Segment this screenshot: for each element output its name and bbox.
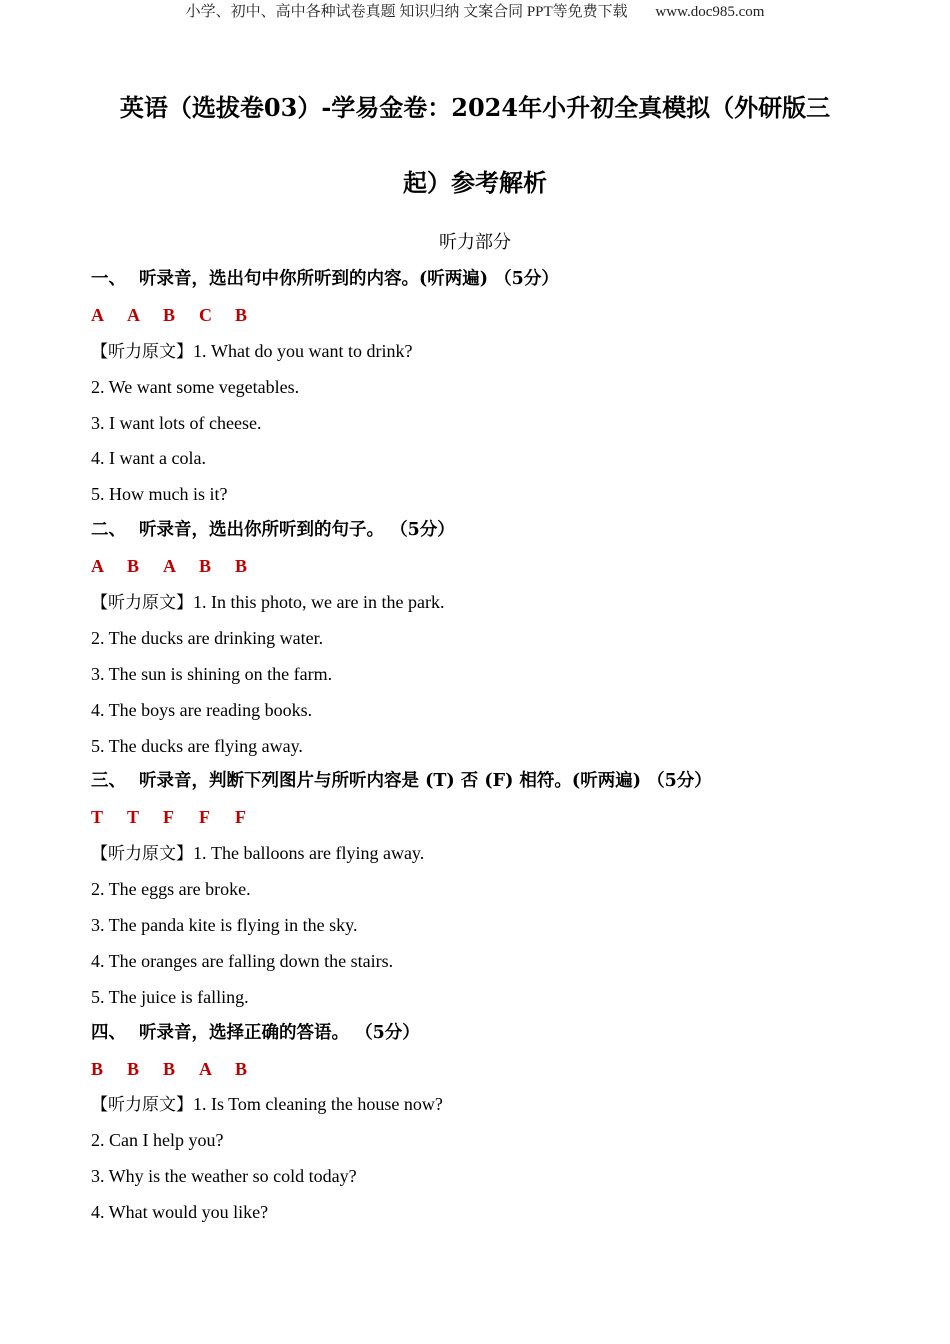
answer: A <box>163 556 176 577</box>
section-title: 听力部分 <box>439 232 511 253</box>
answer: A <box>91 556 104 577</box>
part-1-answers <box>91 301 891 337</box>
transcript-line <box>91 1090 891 1126</box>
transcript-text: 1. What do you want to drink? <box>193 340 413 361</box>
part-3-heading <box>91 767 891 803</box>
transcript-line: 3. The panda kite is flying in the sky. <box>91 915 358 936</box>
transcript-line <box>91 839 891 875</box>
part-3-number: 三、 <box>91 771 126 792</box>
transcript-line <box>91 588 891 624</box>
document-title-line-1: 英语（选拔卷03）-学易金卷：2024年小升初全真模拟（外研版三 <box>119 93 831 122</box>
transcript-line: 5. The ducks are flying away. <box>91 735 303 756</box>
answer: B <box>235 304 248 325</box>
part-1-heading-text: 听录音，选出句中你所听到的内容。(听两遍) （5分） <box>139 269 559 289</box>
top-banner <box>0 2 950 22</box>
document-body <box>91 265 891 1234</box>
transcript-line: 4. The oranges are falling down the stairs. <box>91 950 394 971</box>
transcript-line: 4. I want a cola. <box>91 448 206 469</box>
transcript-line: 4. The boys are reading books. <box>91 699 313 720</box>
transcript-line: 2. We want some vegetables. <box>91 376 300 397</box>
part-1-number: 一、 <box>91 269 126 289</box>
part-4-answers <box>91 1055 891 1091</box>
document-title-line-2: 起）参考解析 <box>403 168 547 197</box>
transcript-text: 1. Is Tom cleaning the house now? <box>193 1094 443 1115</box>
part-3-answers <box>91 803 891 839</box>
answer: B <box>163 1058 176 1079</box>
answer: A <box>127 304 140 325</box>
part-2-heading <box>91 516 891 552</box>
transcript-line: 2. The eggs are broke. <box>91 879 251 900</box>
answer: C <box>199 304 212 325</box>
answer: F <box>199 807 210 828</box>
answer: B <box>199 556 212 577</box>
answer: B <box>163 304 176 325</box>
part-2-number: 二、 <box>91 520 126 541</box>
answer: B <box>91 1058 104 1079</box>
answer: F <box>163 807 174 828</box>
answer: F <box>235 807 246 828</box>
transcript-line: 3. Why is the weather so cold today? <box>91 1166 357 1187</box>
transcript-text: 1. The balloons are flying away. <box>193 843 425 864</box>
transcript-line: 3. I want lots of cheese. <box>91 412 262 433</box>
answer: B <box>127 1058 140 1079</box>
transcript-line: 5. How much is it? <box>91 484 228 505</box>
part-4-number: 四、 <box>91 1022 126 1043</box>
answer: B <box>127 556 140 577</box>
answer: B <box>235 556 248 577</box>
transcript-line: 2. The ducks are drinking water. <box>91 627 324 648</box>
answer: T <box>91 807 104 828</box>
part-4-heading-text: 听录音，选择正确的答语。 （5分） <box>139 1022 420 1043</box>
transcript-tag: 【听力原文】 <box>91 341 193 362</box>
answer: A <box>199 1058 212 1079</box>
transcript-line: 3. The sun is shining on the farm. <box>91 663 333 684</box>
transcript-tag: 【听力原文】 <box>91 1095 193 1116</box>
answer: B <box>235 1058 248 1079</box>
part-3-heading-text: 听录音，判断下列图片与所听内容是 (T) 否 (F) 相符。(听两遍) （5分） <box>139 771 712 792</box>
transcript-line <box>91 337 891 373</box>
answer: T <box>127 807 140 828</box>
banner-text: 小学、初中、高中各种试卷真题 知识归纳 文案合同 PPT等免费下载 <box>185 4 628 20</box>
transcript-text: 1. In this photo, we are in the park. <box>193 592 445 613</box>
answer: A <box>91 304 104 325</box>
part-2-answers <box>91 552 891 588</box>
transcript-tag: 【听力原文】 <box>91 593 193 614</box>
transcript-tag: 【听力原文】 <box>91 844 193 865</box>
transcript-line: 5. The juice is falling. <box>91 986 249 1007</box>
part-1-heading <box>91 265 891 301</box>
part-4-heading <box>91 1019 891 1055</box>
banner-url[interactable]: www.doc985.com <box>655 4 765 20</box>
transcript-line: 2. Can I help you? <box>91 1130 224 1151</box>
transcript-line: 4. What would you like? <box>91 1202 269 1223</box>
part-2-heading-text: 听录音，选出你所听到的句子。 （5分） <box>139 520 455 541</box>
